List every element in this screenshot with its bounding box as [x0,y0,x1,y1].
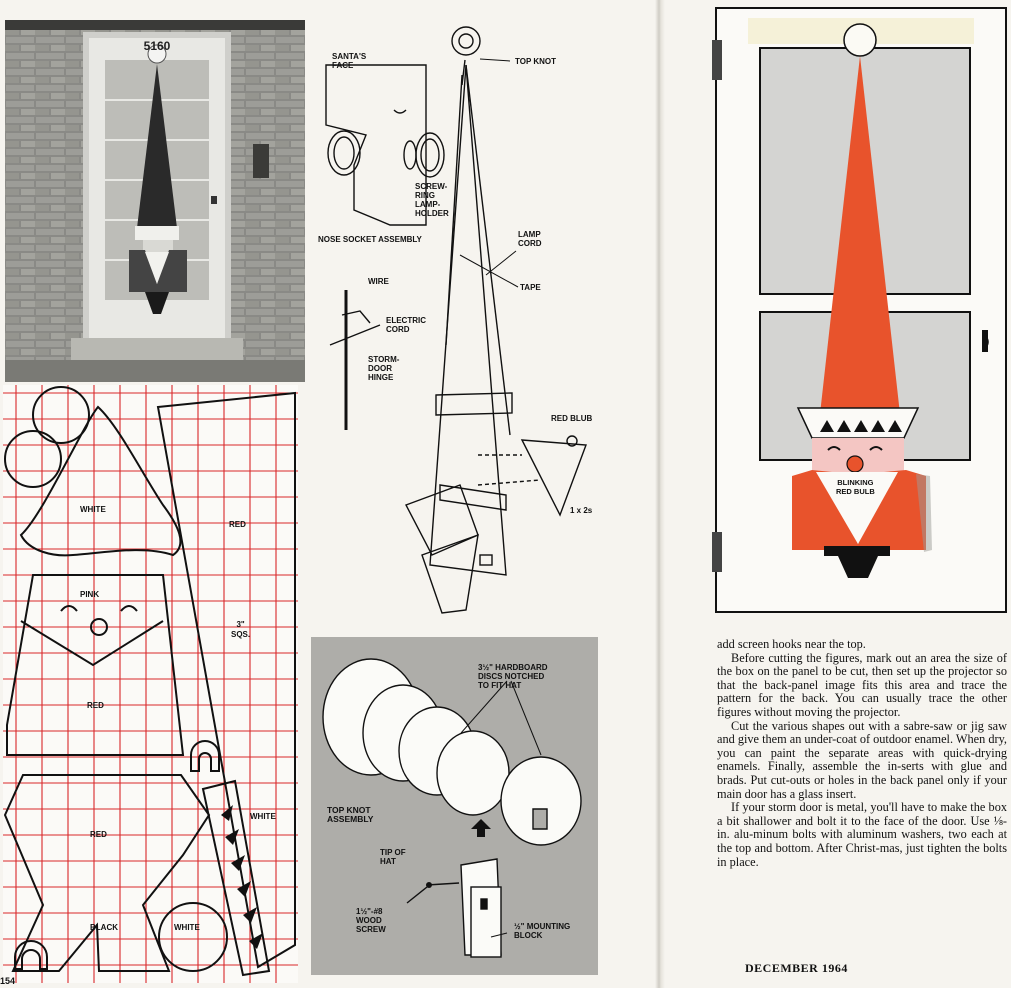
label-screw-ring: SCREW- RING LAMP- HOLDER [415,182,449,218]
label-one-by-two: 1 x 2s [570,506,593,515]
pattern-label-red-body: RED [87,701,104,710]
label-santas-face: SANTA'S FACE [332,52,367,70]
label-wire: WIRE [368,277,389,286]
label-hardboard-discs: 3½" HARDBOARD DISCS NOTCHED TO FIT HAT [478,663,548,690]
article-paragraph: Before cutting the figures, mark out an area the size of the box on the panel to be cut, then set up the projector so that the back-panel image fits this area and trace the pattern for the back. You can usually trace the other figures without moving the projector. [717,650,1007,719]
label-storm-door-hinge: STORM- DOOR HINGE [368,355,400,382]
pattern-label-red-coat: RED [90,830,107,839]
pattern-label-squares: 3" SQS. [231,620,251,639]
label-nose-socket-assembly: NOSE SOCKET ASSEMBLY [318,235,422,244]
article-paragraph: Cut the various shapes out with a sabre-saw or jig saw and give them an under-coat of outdoor enamel. When dry, you can paint the separate areas with quick-drying enamels. Finally, assemble the in-serts with glue and brads. Put cut-outs or holes in the back panel only if your main door has a glass insert. [717,718,1007,801]
pattern-label-red-hat: RED [229,520,246,529]
issue-date-footer: DECEMBER 1964 [745,961,848,975]
house-number: 5160 [143,39,171,53]
door-photo [5,20,305,382]
pattern-label-pink: PINK [80,590,100,599]
pattern-label-white-trim: WHITE [250,812,276,821]
article-paragraph: If your storm door is metal, you'll have to make the box a bit shallower and bolt it to the face of the door. Use ⅛-in. alu-minum bolts with aluminum washers, two each at the top and bottom. After Christ-mas, just tighten the bolts in place. [717,800,1007,869]
red-bulb-cone [522,440,586,515]
pattern-grid [3,385,298,983]
label-top-knot: TOP KNOT [515,57,557,66]
label-electric-cord: ELECTRIC CORD [386,316,426,334]
label-tip-of-hat: TIP OF HAT [380,848,406,866]
santa-door-illustration [712,4,1010,616]
label-top-knot-assembly: TOP KNOT ASSEMBLY [327,805,374,824]
label-blinking-red-bulb: BLINKING RED BULB [836,478,875,496]
pattern-label-white-hat: WHITE [80,505,106,514]
top-knot-disc [452,27,480,55]
article-body [717,638,1007,869]
exploded-assembly-diagram [310,15,620,620]
label-tape: TAPE [520,283,541,292]
label-mounting-block: ½" MOUNTING BLOCK [514,922,571,940]
label-wood-screw: 1½"-#8 WOOD SCREW [356,907,386,934]
pattern-label-white-knot: WHITE [174,923,200,932]
article-paragraph: add screen hooks near the top. [717,637,866,651]
page-gutter [655,0,665,988]
pattern-label-black: BLACK [90,923,118,932]
santa-face-panel [326,65,426,225]
label-red-blub: RED BLUB [551,414,593,423]
page-number: 154 [0,976,16,986]
label-lamp-cord: LAMP CORD [518,230,542,248]
